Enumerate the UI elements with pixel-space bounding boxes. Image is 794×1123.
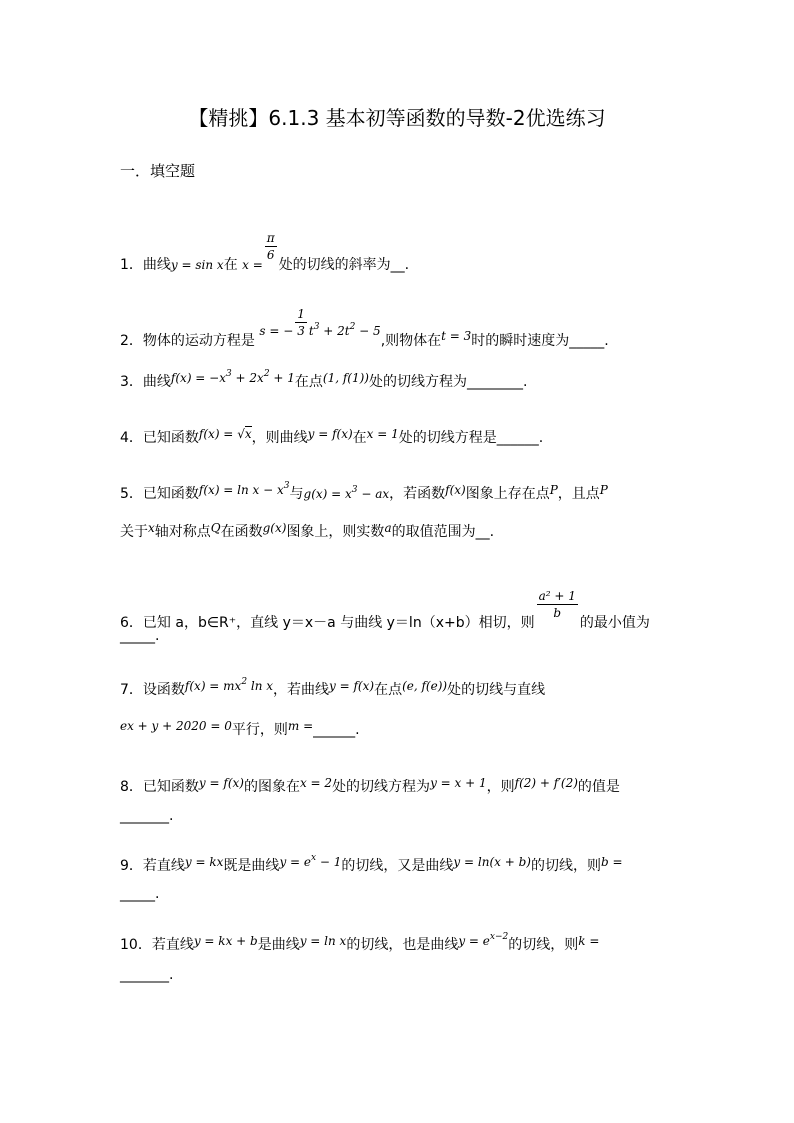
question-7-line-2: ex + y + 2020 = 0平行，则m =______. xyxy=(120,719,360,738)
section-heading: 一．填空题 xyxy=(120,162,196,180)
question-5-line-2: 关于x轴对称点Q在函数g(x)图象上，则实数a的取值范围为__. xyxy=(120,521,495,540)
question-9-line-2: _____. xyxy=(120,886,160,902)
question-4: 4．已知函数f(x) = √x，则曲线y = f(x)在x = 1处的切线方程是______. xyxy=(120,427,544,446)
formula: x = xyxy=(242,258,263,272)
formula: y = kx + b xyxy=(193,934,258,948)
formula: g(x) xyxy=(262,521,287,535)
question-3: 3．曲线$f(x) = -x^3 + 2x^2 + 1$在点(1, f(1))处的切线方程为________. xyxy=(120,369,528,390)
question-number: 5． xyxy=(120,486,143,502)
question-8: 8．已知函数y = f(x)的图象在x = 2处的切线方程为y = x + 1，则f(2) + f′(2)的值是 xyxy=(120,776,620,795)
question-8-line-2: _______. xyxy=(120,808,174,824)
question-10: 10．若直线y = kx + b是曲线y = ln x的切线，也是曲线$y = e^{x-2}$的切线，则k = xyxy=(120,932,600,953)
page-title: 【精挑】6.1.3 基本初等函数的导数-2优选练习 xyxy=(188,106,606,130)
formula: $g(x) = x^3$ − ax xyxy=(303,485,390,501)
formula: k = xyxy=(578,934,600,948)
formula: x xyxy=(148,521,155,535)
formula: y = x + 1 xyxy=(430,776,487,790)
formula: y = f(x) xyxy=(198,776,244,790)
question-number: 2． xyxy=(120,333,143,349)
question-number: 7． xyxy=(120,682,143,698)
formula: y = sin x xyxy=(170,258,224,272)
formula: $f(x) = -x^3 + 2x^2 + 1$ xyxy=(170,369,295,385)
question-9: 9．若直线y = kx既是曲线$y = e^x - 1$的切线，又是曲线y = ln(x + b)的切线，则b = xyxy=(120,853,623,874)
formula: b = xyxy=(600,855,623,869)
formula: y = ln(x + b) xyxy=(453,855,531,869)
question-number: 8． xyxy=(120,779,143,795)
fraction: $\frac{\text{a² + 1}}{b}$ xyxy=(538,589,576,620)
question-2: 2．物体的运动方程是 s = − $\frac{1}{3}$ $t^3 + 2t^2 - 5$,则物体在t = 3时的瞬时速度为_____. xyxy=(120,307,609,349)
formula: m = xyxy=(287,719,314,733)
question-5: 5．已知函数$f(x) = \ln x - x^3$与$g(x) = x^3$ − ax，若函数f(x)图象上存在点P，且点P xyxy=(120,481,608,502)
formula: $y = e^x - 1$ xyxy=(279,853,342,869)
question-number: 9． xyxy=(120,858,143,874)
question-number: 6． xyxy=(120,615,143,631)
formula: $f(x) = \ln x - x^3$ xyxy=(198,481,290,497)
formula: P xyxy=(599,483,608,497)
question-6-line-2: _____. xyxy=(120,628,160,644)
question-number: 1． xyxy=(120,257,143,273)
formula: s = − $\frac{1}{3}$ $t^3 + 2t^2 - 5$ xyxy=(259,307,381,338)
formula: x = 1 xyxy=(366,427,399,441)
formula: y = f(x) xyxy=(307,427,353,441)
formula: a xyxy=(384,521,392,535)
formula: $f(x) = mx^2$ ln x xyxy=(184,677,274,693)
question-6: 6．已知 a，b∈R⁺，直线 y＝x－a 与曲线 y＝ln（x+b）相切，则 $\frac{\text{a² + 1}}{b}$ 的最小值为 xyxy=(120,589,650,631)
question-number: 10． xyxy=(120,937,152,953)
formula: (e, f(e)) xyxy=(402,679,448,693)
question-7: 7．设函数$f(x) = mx^2$ ln x，若曲线y = f(x)在点(e, f(e))处的切线与直线 xyxy=(120,677,546,698)
question-number: 4． xyxy=(120,430,143,446)
formula: f(2) + f′(2) xyxy=(514,776,578,790)
formula: $y = e^{x-2}$ xyxy=(458,932,509,948)
formula: ex + y + 2020 = 0 xyxy=(120,719,232,733)
fraction: $\frac{\pi}{6}$ xyxy=(266,231,275,262)
formula: y = ln x xyxy=(299,934,347,948)
question-number: 3． xyxy=(120,374,143,390)
formula: f(x) = √x xyxy=(198,427,252,441)
formula: y = kx xyxy=(184,855,224,869)
formula: x = 2 xyxy=(299,776,333,790)
formula: P xyxy=(549,483,558,497)
formula: Q xyxy=(210,521,221,535)
formula: t = 3 xyxy=(441,329,472,343)
formula: f(x) xyxy=(445,483,466,497)
question-1: 1．曲线y = sin x在 x = $\frac{\pi}{6}$ 处的切线的斜率为__. xyxy=(120,231,410,273)
formula: y = f(x) xyxy=(329,679,375,693)
question-10-line-2: _______. xyxy=(120,967,174,983)
formula: (1, f(1)) xyxy=(322,371,369,385)
